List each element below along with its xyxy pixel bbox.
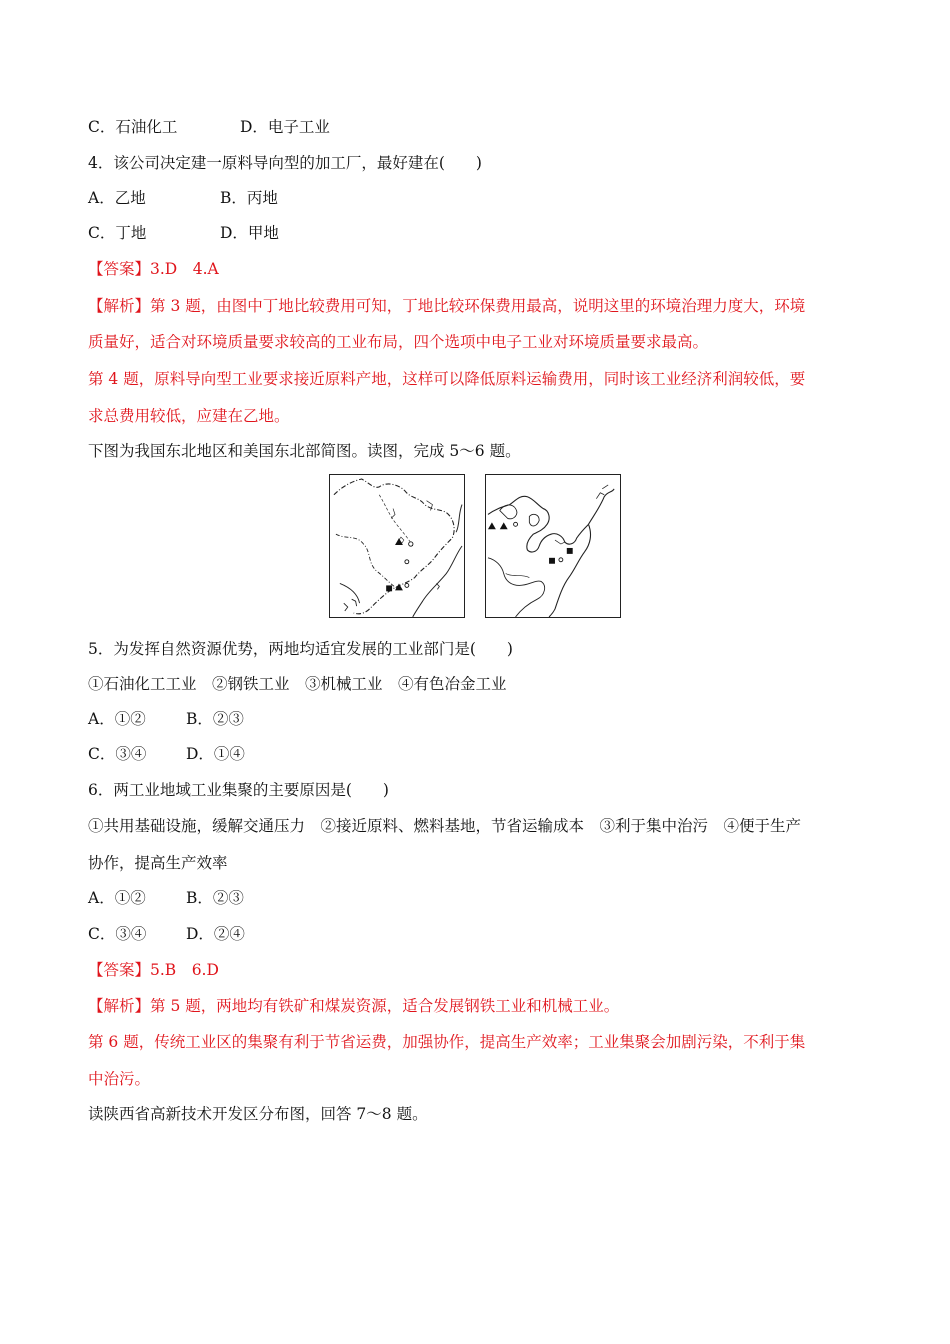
q6-option-d: D．②④	[186, 925, 245, 943]
answer-text: 3.D 4.A	[150, 260, 219, 278]
q4-option-c: C．丁地	[88, 224, 147, 242]
q5-stem: 5．为发挥自然资源优势，两地均适宜发展的工业部门是( )	[88, 640, 513, 658]
q4-option-d: D．甲地	[220, 224, 279, 242]
coal-square-icon	[386, 585, 392, 591]
answer-tag: 【答案】	[88, 961, 151, 979]
city-circle-icon	[559, 558, 563, 562]
q4-options-cd	[88, 223, 279, 243]
answer-34	[88, 259, 219, 279]
city-circle-icon	[405, 583, 409, 587]
q3-option-c: C．石油化工	[88, 118, 178, 136]
q6-option-a: A．①②	[88, 889, 146, 907]
intro-56: 下图为我国东北地区和美国东北部简图。读图，完成 5～6 题。	[88, 442, 521, 460]
q6-items-line1: ①共用基础设施，缓解交通压力 ②接近原料、燃料基地，节省运输成本 ③利于集中治污 ④便于生产	[88, 817, 802, 835]
northeast-china-map-figure	[330, 475, 464, 617]
q5-option-a: A．①②	[88, 710, 146, 728]
q5-option-d: D．①④	[186, 745, 245, 763]
q4-stem: 4．该公司决定建一原料导向型的加工厂，最好建在( )	[88, 154, 482, 172]
answer-tag: 【答案】	[88, 260, 151, 278]
mineral-triangle-icon	[500, 522, 508, 529]
q4-option-b: B．丙地	[220, 189, 278, 207]
analysis-34-line3: 第 4 题，原料导向型工业要求接近原料产地，这样可以降低原料运输费用，同时该工业经济利润较低，要	[88, 370, 806, 388]
city-circle-icon	[409, 542, 413, 546]
map-northeast-usa	[485, 474, 621, 618]
analysis-56-line1	[88, 996, 619, 1016]
analysis-tag: 【解析】	[88, 297, 151, 315]
q3-option-d: D．电子工业	[240, 118, 330, 136]
q5-options-ab	[88, 709, 244, 729]
q4-option-a: A．乙地	[88, 189, 146, 207]
q6-option-c: C．③④	[88, 925, 147, 943]
coal-square-icon	[549, 558, 555, 564]
mineral-triangle-icon	[488, 522, 496, 529]
northeast-usa-map-figure	[486, 475, 620, 617]
answer-text: 5.B 6.D	[150, 961, 219, 979]
analysis-tag: 【解析】	[88, 997, 151, 1015]
analysis-56-line3: 中治污。	[88, 1070, 151, 1088]
q5-option-b: B．②③	[186, 710, 244, 728]
analysis-34-text1: 第 3 题，由图中丁地比较费用可知，丁地比较环保费用最高，说明这里的环境治理力度大，环境	[150, 297, 806, 315]
q3-options-cd	[88, 117, 330, 137]
city-circle-icon	[514, 522, 518, 526]
answer-56	[88, 960, 219, 980]
map-northeast-china	[329, 474, 465, 618]
q6-options-cd	[88, 924, 245, 944]
q6-option-b: B．②③	[186, 889, 244, 907]
analysis-34-line1	[88, 296, 805, 316]
analysis-34-line4: 求总费用较低，应建在乙地。	[88, 407, 290, 425]
analysis-34-line2: 质量好，适合对环境质量要求较高的工业布局，四个选项中电子工业对环境质量要求最高。	[88, 333, 709, 351]
city-circle-icon	[405, 560, 409, 564]
q6-options-ab	[88, 888, 244, 908]
q6-items-line2: 协作，提高生产效率	[88, 854, 228, 872]
analysis-56-text1: 第 5 题，两地均有铁矿和煤炭资源，适合发展钢铁工业和机械工业。	[150, 997, 620, 1015]
intro-78: 读陕西省高新技术开发区分布图，回答 7～8 题。	[88, 1105, 428, 1123]
q5-items: ①石油化工工业 ②钢铁工业 ③机械工业 ④有色冶金工业	[88, 675, 507, 693]
mineral-triangle-icon	[395, 538, 403, 545]
q4-options-ab	[88, 188, 278, 208]
coal-square-icon	[567, 548, 573, 554]
analysis-56-line2: 第 6 题，传统工业区的集聚有利于节省运费，加强协作，提高生产效率；工业集聚会加剧污染，不利于集	[88, 1033, 806, 1051]
q5-options-cd	[88, 744, 245, 764]
q5-option-c: C．③④	[88, 745, 147, 763]
q6-stem: 6．两工业地域工业集聚的主要原因是( )	[88, 781, 389, 799]
